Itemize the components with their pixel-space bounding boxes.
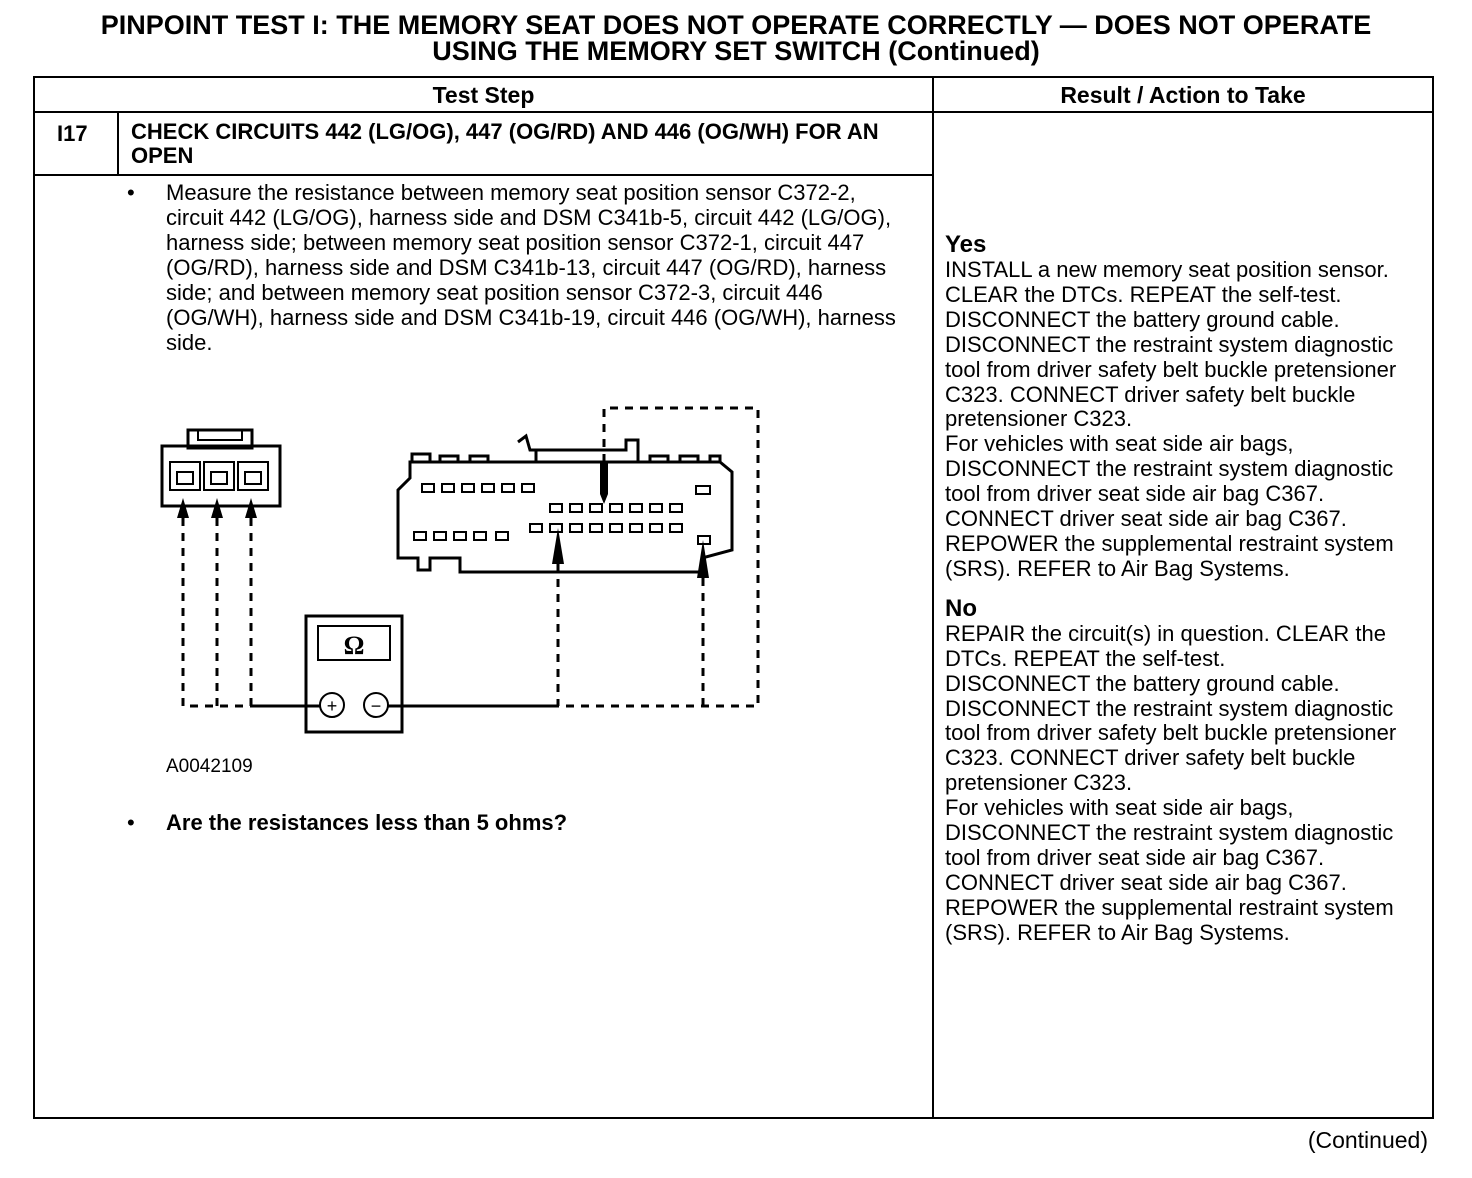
title-line-1: PINPOINT TEST I: THE MEMORY SEAT DOES NOT OPERATE CORRECTLY — DOES NOT OPERATE	[100, 10, 1372, 40]
meter-minus-terminal: −	[370, 696, 382, 716]
no-action-2: DISCONNECT the battery ground cable.	[945, 670, 1340, 696]
ohm-symbol: Ω	[343, 631, 365, 660]
step-instruction: Measure the resistance between memory seat position sensor C372-2, circuit 442 (LG/OG), harness side and DSM C341b-5, circuit 442 (LG/OG), harness side; between memory seat position sensor C372-1, circuit 447 (OG/RD), harness side and DSM C341b-13, circuit 447 (OG/RD), harness side; and between memory seat position sensor C372-3, circuit 446 (OG/WH), harness side and DSM C341b-19, circuit 446 (OG/WH), harness side.	[166, 180, 896, 355]
sensor-connector-c372	[162, 430, 280, 506]
dsm-pin-cavities	[414, 484, 710, 544]
bullet-marker: •	[127, 180, 135, 205]
yes-action-3: DISCONNECT the restraint system diagnostic tool from driver safety belt buckle pretensioner C323. CONNECT driver safety belt buckle pretensioner C323.	[945, 331, 1397, 432]
yes-action-1: INSTALL a new memory seat position sensor. CLEAR the DTCs. REPEAT the self-test.	[945, 257, 1389, 307]
yes-action-4: For vehicles with seat side air bags, DISCONNECT the restraint system diagnostic tool from driver seat side air bag C367. CONNECT driver seat side air bag C367.	[945, 431, 1394, 532]
no-action-3: DISCONNECT the restraint system diagnostic tool from driver safety belt buckle pretensioner C323. CONNECT driver safety belt buckle pretensioner C323.	[945, 695, 1397, 796]
column-divider	[932, 78, 934, 1119]
yes-action-5: REPOWER the supplemental restraint system (SRS). REFER to Air Bag Systems.	[945, 530, 1394, 581]
continued-label: (Continued)	[1307, 1127, 1428, 1153]
step-number: I17	[57, 121, 88, 146]
header-divider	[35, 111, 1432, 113]
test-probes	[177, 462, 709, 578]
result-action	[945, 232, 1425, 946]
no-action-1: REPAIR the circuit(s) in question. CLEAR the DTCs. REPEAT the self-test.	[945, 620, 1386, 671]
step-title-divider	[35, 174, 934, 176]
yes-label: Yes	[945, 231, 987, 258]
page-title	[0, 12, 1472, 64]
test-leads-dashed	[183, 408, 758, 706]
step-title: CHECK CIRCUITS 442 (LG/OG), 447 (OG/RD) AND 446 (OG/WH) FOR AN OPEN	[131, 119, 879, 168]
no-action-5: REPOWER the supplemental restraint system (SRS). REFER to Air Bag Systems.	[945, 894, 1394, 945]
header-test-step: Test Step	[432, 82, 535, 108]
resistance-measurement-diagram	[150, 400, 770, 740]
step-number-divider	[117, 111, 119, 175]
step-question: Are the resistances less than 5 ohms?	[166, 810, 568, 835]
header-result-action: Result / Action to Take	[1060, 82, 1306, 108]
bullet-marker: •	[127, 810, 135, 835]
figure-id: A0042109	[166, 756, 253, 777]
title-line-2: USING THE MEMORY SET SWITCH (Continued)	[432, 36, 1040, 66]
yes-action-2: DISCONNECT the battery ground cable.	[945, 306, 1340, 332]
no-label: No	[945, 594, 977, 622]
meter-plus-terminal: +	[326, 696, 338, 716]
no-action-4: For vehicles with seat side air bags, DISCONNECT the restraint system diagnostic tool from driver seat side air bag C367. CONNECT driver seat side air bag C367.	[945, 795, 1394, 895]
